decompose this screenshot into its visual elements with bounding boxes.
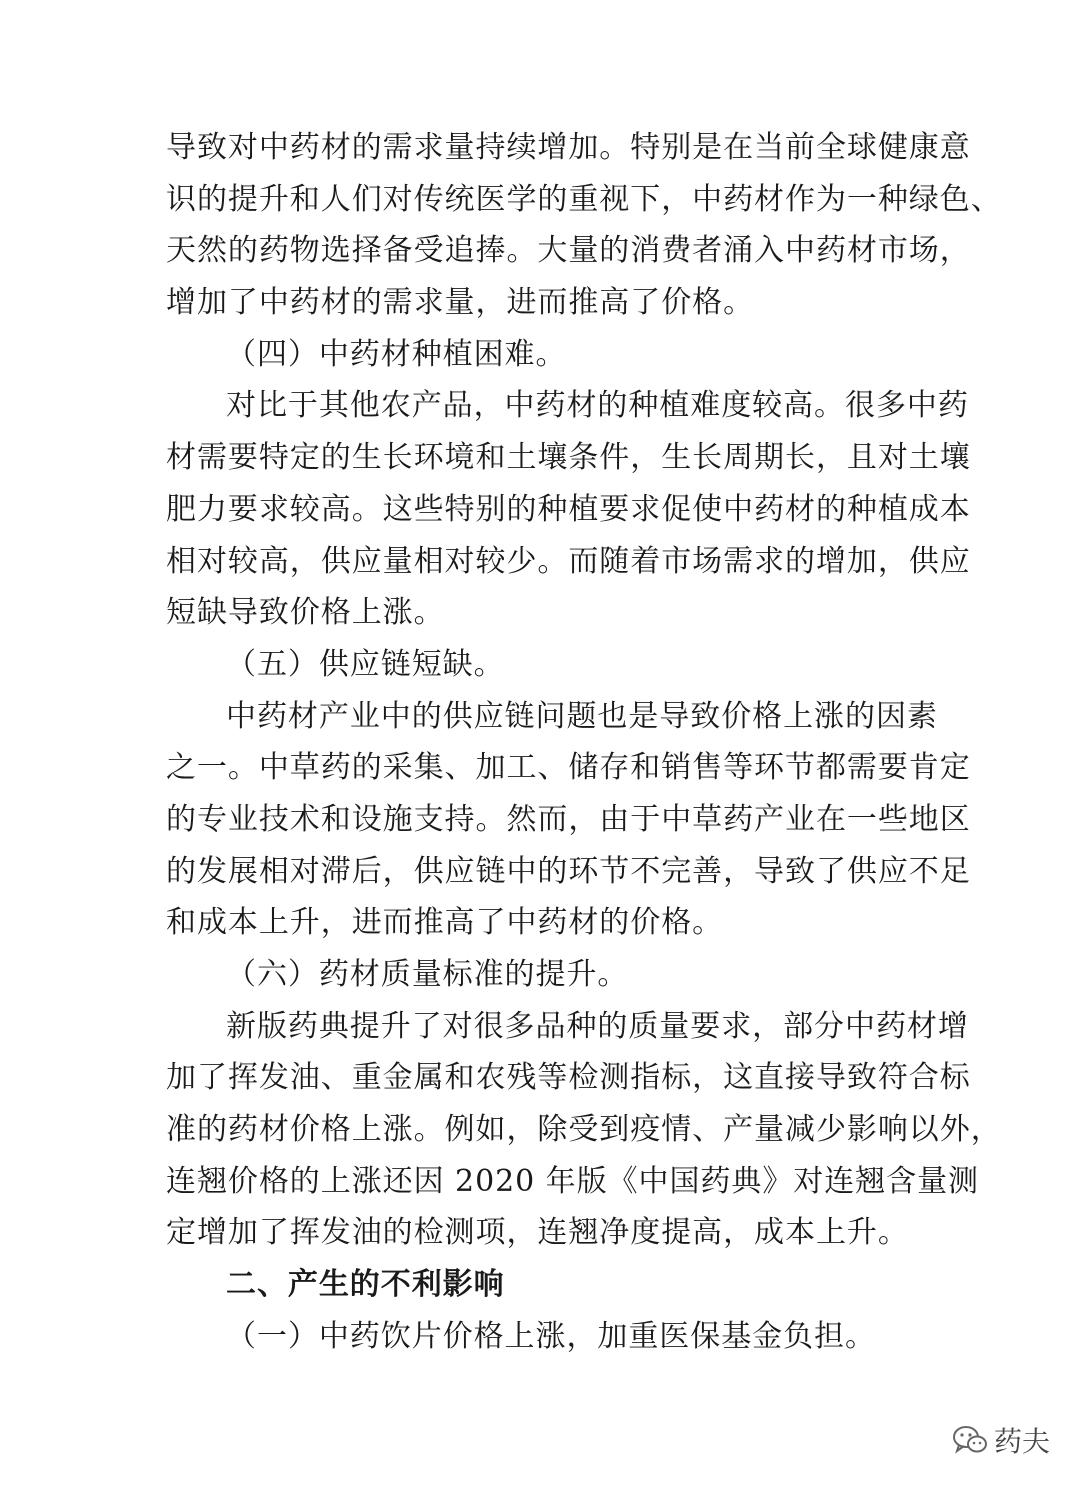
section-subheading: （五）供应链短缺。 [226,646,505,682]
text-line: 定增加了挥发油的检测项，连翘净度提高，成本上升。 [166,1215,909,1251]
text-line: 对比于其他农产品，中药材的种植难度较高。很多中药 [226,388,969,424]
text-line: 的发展相对滞后，供应链中的环节不完善，导致了供应不足 [166,853,971,889]
text-line: 准的药材价格上涨。例如，除受到疫情、产量减少影响以外， [166,1112,1002,1148]
text-line: 新版药典提升了对很多品种的质量要求，部分中药材增 [226,1008,969,1044]
section-subheading: （六）药材质量标准的提升。 [226,957,629,992]
text-line: 之一。中草药的采集、加工、储存和销售等环节都需要肯定 [166,750,971,786]
text-line: 加了挥发油、重金属和农残等检测指标，这直接导致符合标 [166,1060,971,1096]
section-heading: 二、产生的不利影响 [226,1267,505,1303]
text-line: 天然的药物选择备受追捧。大量的消费者涌入中药材市场， [166,233,971,269]
document-body [166,122,1002,1363]
text-line: 肥力要求较高。这些特别的种植要求促使中药材的种植成本 [166,491,971,527]
text-line: 连翘价格的上涨还因 2020 年版《中国药典》对连翘含量测 [166,1163,979,1199]
text-line: 相对较高，供应量相对较少。而随着市场需求的增加，供应 [166,543,971,579]
text-line: 导致对中药材的需求量持续增加。特别是在当前全球健康意 [166,130,971,165]
text-line: 的专业技术和设施支持。然而，由于中草药产业在一些地区 [166,801,971,837]
watermark [952,1420,1050,1460]
text-line: 识的提升和人们对传统医学的重视下，中药材作为一种绿色、 [166,181,1002,217]
section-subheading: （一）中药饮片价格上涨，加重医保基金负担。 [226,1318,876,1354]
text-line: 增加了中药材的需求量，进而推高了价格。 [166,285,755,321]
text-line: 材需要特定的生长环境和土壤条件，生长周期长，且对土壤 [166,440,971,476]
wechat-icon [952,1425,988,1455]
watermark-text: 药夫 [994,1425,1051,1458]
text-line: 中药材产业中的供应链问题也是导致价格上涨的因素 [226,698,938,734]
text-line: 和成本上升，进而推高了中药材的价格。 [166,905,724,941]
text-line: 短缺导致价格上涨。 [166,595,445,631]
section-subheading: （四）中药材种植困难。 [226,336,567,372]
